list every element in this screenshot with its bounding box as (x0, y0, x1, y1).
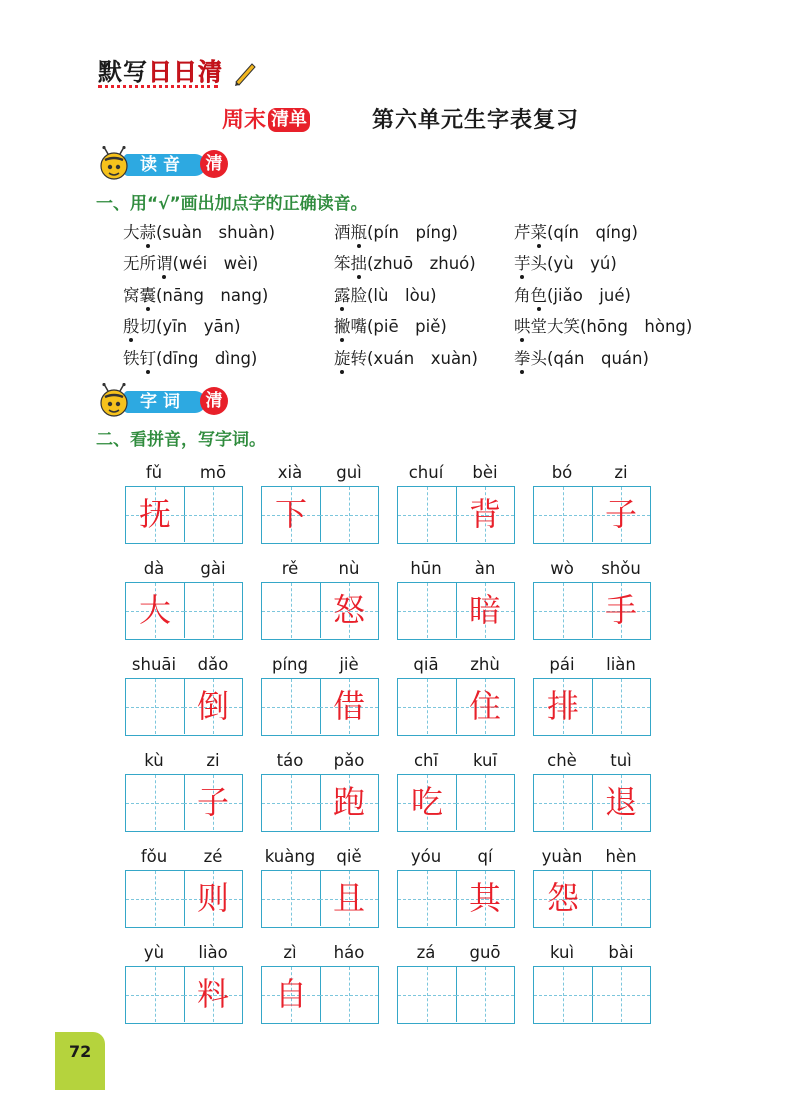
dotted-character: 芋 (514, 254, 531, 273)
weekend-label: 周末 (222, 107, 267, 133)
handwritten-character (398, 967, 456, 1022)
handwritten-character: 暗 (468, 591, 501, 629)
handwritten-character: 倒 (196, 687, 229, 725)
instruction-2: 二、看拼音，写字词。 (96, 430, 266, 450)
writing-cell[interactable] (184, 775, 242, 830)
writing-box (533, 486, 651, 544)
writing-cell[interactable] (456, 679, 514, 734)
handwritten-character: 怒 (332, 591, 365, 629)
handwritten-character (534, 487, 592, 542)
pinyin-options[interactable]: 转(xuán xuàn) (350, 349, 478, 368)
handwritten-character (184, 583, 242, 638)
writing-cell[interactable] (262, 679, 321, 734)
handwritten-character (262, 583, 320, 638)
writing-cell[interactable] (456, 775, 514, 830)
handwritten-character: 借 (332, 687, 365, 725)
pinyin-syllable: táo (276, 751, 304, 770)
handwritten-character (456, 967, 514, 1022)
writing-box (397, 486, 515, 544)
handwritten-character (398, 487, 456, 542)
dotted-character: 色 (530, 286, 547, 305)
pronunciation-item (334, 283, 437, 309)
pinyin-syllable: qiā (413, 655, 439, 674)
writing-cell[interactable] (262, 583, 321, 638)
pen-icon (232, 60, 258, 86)
pinyin-syllable: zhù (470, 655, 500, 674)
writing-cell[interactable] (184, 871, 242, 926)
writing-cell[interactable] (534, 775, 593, 830)
dotted-character: 谓 (156, 254, 173, 273)
dotted-character: 蒜 (139, 223, 156, 242)
handwritten-character (592, 871, 650, 926)
pronunciation-item (334, 251, 476, 277)
pinyin-syllable: àn (474, 559, 496, 578)
handwritten-character: 其 (468, 879, 501, 917)
pinyin-options[interactable]: 头(yù yú) (530, 254, 617, 273)
weekend-tag: 清单 (268, 108, 310, 132)
pinyin-options[interactable]: (zhuō zhuó) (367, 254, 476, 273)
pinyin-syllable: hèn (605, 847, 637, 866)
writing-box (261, 486, 379, 544)
bee-mascot-icon (96, 146, 136, 182)
writing-cell[interactable] (456, 583, 514, 638)
writing-cell[interactable] (320, 679, 378, 734)
section-seal: 清 (200, 150, 228, 178)
writing-cell[interactable] (184, 487, 242, 542)
writing-box (397, 774, 515, 832)
pinyin-syllable: háo (333, 943, 365, 962)
writing-cell[interactable] (262, 775, 321, 830)
writing-box (533, 582, 651, 640)
handwritten-character (398, 583, 456, 638)
handwritten-character: 吃 (410, 783, 443, 821)
pinyin-syllable: wò (550, 559, 574, 578)
page-title: 第六单元生字表复习 (372, 107, 580, 133)
writing-cell[interactable] (456, 967, 514, 1022)
writing-box (533, 966, 651, 1024)
handwritten-character: 手 (604, 591, 637, 629)
writing-box (533, 774, 651, 832)
handwritten-character: 退 (604, 783, 637, 821)
page-number: 72 (69, 1042, 92, 1061)
writing-cell[interactable] (534, 583, 593, 638)
handwritten-character (534, 775, 592, 830)
pinyin-options[interactable]: (jiǎo jué) (547, 286, 631, 305)
section-seal: 清 (200, 387, 228, 415)
pinyin-syllable: qí (477, 847, 493, 866)
writing-cell[interactable] (534, 487, 593, 542)
pinyin-syllable: pǎo (333, 751, 365, 770)
word-prefix: 酒 (334, 223, 351, 242)
page-number-tab (55, 1032, 105, 1090)
pronunciation-item (123, 251, 258, 277)
bee-mascot-icon (96, 383, 136, 419)
handwritten-character (184, 487, 242, 542)
pinyin-syllable: zi (614, 463, 628, 482)
pinyin-syllable: yuàn (541, 847, 583, 866)
handwritten-character (534, 583, 592, 638)
writing-box (261, 678, 379, 736)
writing-cell[interactable] (320, 583, 378, 638)
pinyin-options[interactable]: 嘴(piē piě) (350, 317, 447, 336)
handwritten-character: 抚 (138, 495, 171, 533)
handwritten-character (262, 679, 320, 734)
writing-box (261, 966, 379, 1024)
handwritten-character: 且 (332, 879, 365, 917)
pinyin-syllable: pái (549, 655, 575, 674)
pinyin-syllable: chè (547, 751, 577, 770)
writing-cell[interactable] (320, 775, 378, 830)
pinyin-syllable: jiè (339, 655, 359, 674)
word-prefix: 角 (514, 286, 531, 305)
writing-box (397, 678, 515, 736)
handwritten-character: 大 (138, 591, 171, 629)
word-prefix: 芹 (514, 223, 531, 242)
writing-cell[interactable] (592, 487, 650, 542)
writing-cell[interactable] (320, 871, 378, 926)
pinyin-syllable: chuí (408, 463, 444, 482)
pinyin-syllable: liàn (606, 655, 636, 674)
writing-cell[interactable] (398, 967, 457, 1022)
pinyin-options[interactable]: (wéi wèi) (172, 254, 259, 273)
dotted-character: 囊 (139, 286, 156, 305)
pinyin-options[interactable]: 脸(lù lòu) (350, 286, 437, 305)
handwritten-character (320, 487, 378, 542)
writing-box (261, 582, 379, 640)
handwritten-character: 料 (196, 975, 229, 1013)
pinyin-syllable: hūn (410, 559, 442, 578)
writing-box (397, 582, 515, 640)
handwritten-character: 背 (468, 495, 501, 533)
series-logo (98, 58, 248, 92)
writing-cell[interactable] (592, 967, 650, 1022)
dotted-character: 钉 (139, 349, 156, 368)
pronunciation-item (123, 346, 257, 372)
writing-cell[interactable] (398, 679, 457, 734)
writing-box (533, 678, 651, 736)
logo-text-part2: 日日清 (148, 58, 223, 86)
handwritten-character (320, 967, 378, 1022)
pronunciation-item (514, 251, 617, 277)
pinyin-syllable: yù (143, 943, 165, 962)
pronunciation-item (514, 314, 692, 340)
pinyin-syllable: kuī (472, 751, 498, 770)
writing-cell[interactable] (592, 679, 650, 734)
handwritten-character: 子 (196, 783, 229, 821)
writing-box (397, 966, 515, 1024)
section-label: 字词 (124, 391, 206, 413)
handwritten-character: 跑 (332, 783, 365, 821)
writing-box (397, 870, 515, 928)
pinyin-syllable: yóu (410, 847, 442, 866)
writing-cell[interactable] (126, 679, 185, 734)
handwritten-character: 排 (546, 687, 579, 725)
logo-text-part1: 默写 (98, 58, 148, 86)
pinyin-syllable: xià (277, 463, 303, 482)
handwritten-character (398, 871, 456, 926)
pinyin-syllable: zá (416, 943, 436, 962)
pronunciation-item (514, 346, 649, 372)
pinyin-syllable: guō (469, 943, 501, 962)
writing-cell[interactable] (592, 871, 650, 926)
writing-cell[interactable] (398, 775, 457, 830)
pinyin-syllable: tuì (610, 751, 632, 770)
writing-cell[interactable] (592, 775, 650, 830)
pinyin-syllable: nù (338, 559, 360, 578)
writing-cell[interactable] (534, 967, 593, 1022)
dotted-character: 菜 (530, 223, 547, 242)
writing-cell[interactable] (126, 967, 185, 1022)
pinyin-syllable: liào (198, 943, 228, 962)
pinyin-syllable: shuāi (131, 655, 177, 674)
pronunciation-item (123, 220, 275, 246)
pinyin-syllable: mō (199, 463, 227, 482)
pinyin-syllable: fǒu (140, 847, 168, 866)
writing-cell[interactable] (184, 679, 242, 734)
dotted-character: 拳 (514, 349, 531, 368)
pinyin-options[interactable]: (pín píng) (367, 223, 458, 242)
section-banner-words (96, 383, 236, 419)
handwritten-character (126, 679, 184, 734)
pinyin-syllable: dǎo (197, 655, 229, 674)
pronunciation-item (123, 283, 268, 309)
handwritten-character (592, 679, 650, 734)
pinyin-options[interactable]: (suàn shuàn) (156, 223, 276, 242)
writing-cell[interactable] (126, 775, 185, 830)
word-prefix: 窝 (123, 286, 140, 305)
dotted-character: 拙 (350, 254, 367, 273)
writing-cell[interactable] (126, 871, 185, 926)
writing-cell[interactable] (126, 487, 185, 542)
writing-cell[interactable] (398, 487, 457, 542)
pinyin-syllable: guì (336, 463, 362, 482)
writing-cell[interactable] (398, 871, 457, 926)
writing-box (261, 774, 379, 832)
handwritten-character (398, 679, 456, 734)
dotted-character: 哄 (514, 317, 531, 336)
pronunciation-item (123, 314, 241, 340)
pronunciation-item (334, 346, 478, 372)
pinyin-options[interactable]: 切(yīn yān) (139, 317, 241, 336)
logo-underline (98, 85, 218, 93)
section-label: 读音 (124, 154, 206, 176)
pinyin-syllable: zé (203, 847, 223, 866)
pinyin-options[interactable]: (nāng nang) (156, 286, 269, 305)
writing-cell[interactable] (456, 871, 514, 926)
handwritten-character (262, 871, 320, 926)
pinyin-syllable: kuàng (264, 847, 316, 866)
word-prefix: 无所 (123, 254, 156, 273)
writing-box (125, 966, 243, 1024)
handwritten-character (534, 967, 592, 1022)
pinyin-syllable: zi (206, 751, 220, 770)
handwritten-character (126, 871, 184, 926)
handwritten-character (126, 967, 184, 1022)
writing-box (125, 870, 243, 928)
word-prefix: 铁 (123, 349, 140, 368)
pinyin-options[interactable]: (dīng dìng) (156, 349, 258, 368)
pinyin-syllable: dà (143, 559, 165, 578)
writing-cell[interactable] (262, 967, 321, 1022)
pinyin-syllable: bèi (472, 463, 498, 482)
writing-box (125, 486, 243, 544)
pronunciation-item (334, 314, 447, 340)
writing-cell[interactable] (184, 583, 242, 638)
dotted-character: 旋 (334, 349, 351, 368)
dotted-character: 瓶 (350, 223, 367, 242)
writing-cell[interactable] (592, 583, 650, 638)
pronunciation-item (514, 220, 638, 246)
pinyin-options[interactable]: 堂大笑(hōng hòng) (530, 317, 693, 336)
writing-box (261, 870, 379, 928)
writing-cell[interactable] (262, 487, 321, 542)
handwritten-character (592, 967, 650, 1022)
instruction-1: 一、用“√”画出加点字的正确读音。 (96, 194, 368, 214)
pinyin-syllable: chī (413, 751, 439, 770)
pinyin-syllable: zì (283, 943, 297, 962)
handwritten-character: 子 (604, 495, 637, 533)
dotted-character: 殷 (123, 317, 140, 336)
handwritten-character (126, 775, 184, 830)
pinyin-syllable: fǔ (145, 463, 163, 482)
handwritten-character (456, 775, 514, 830)
pinyin-options[interactable]: 头(qán quán) (530, 349, 649, 368)
handwritten-character: 下 (274, 495, 307, 533)
handwritten-character: 则 (196, 879, 229, 917)
dotted-character: 撇 (334, 317, 351, 336)
handwritten-character (262, 775, 320, 830)
pronunciation-item (334, 220, 458, 246)
pinyin-syllable: bó (551, 463, 573, 482)
pinyin-syllable: kuì (549, 943, 575, 962)
pinyin-syllable: qiě (336, 847, 362, 866)
writing-cell[interactable] (456, 487, 514, 542)
pinyin-syllable: rě (281, 559, 299, 578)
writing-cell[interactable] (320, 487, 378, 542)
section-banner-pronunciation (96, 146, 236, 182)
writing-box (125, 678, 243, 736)
word-prefix: 大 (123, 223, 140, 242)
pinyin-syllable: bài (608, 943, 634, 962)
writing-cell[interactable] (398, 583, 457, 638)
writing-cell[interactable] (262, 871, 321, 926)
pinyin-syllable: píng (272, 655, 308, 674)
word-prefix: 笨 (334, 254, 351, 273)
pinyin-syllable: shǒu (601, 559, 641, 578)
writing-cell[interactable] (534, 871, 593, 926)
dotted-character: 露 (334, 286, 351, 305)
pinyin-syllable: gài (200, 559, 226, 578)
pinyin-syllable: kù (144, 751, 164, 770)
pronunciation-item (514, 283, 631, 309)
writing-cell[interactable] (126, 583, 185, 638)
handwritten-character: 自 (274, 975, 307, 1013)
weekend-list-title (222, 105, 310, 135)
writing-box (533, 870, 651, 928)
writing-cell[interactable] (534, 679, 593, 734)
writing-cell[interactable] (184, 967, 242, 1022)
writing-box (125, 582, 243, 640)
writing-box (125, 774, 243, 832)
pinyin-options[interactable]: (qín qíng) (547, 223, 638, 242)
handwritten-character: 住 (468, 687, 501, 725)
handwritten-character: 怨 (546, 879, 579, 917)
writing-cell[interactable] (320, 967, 378, 1022)
